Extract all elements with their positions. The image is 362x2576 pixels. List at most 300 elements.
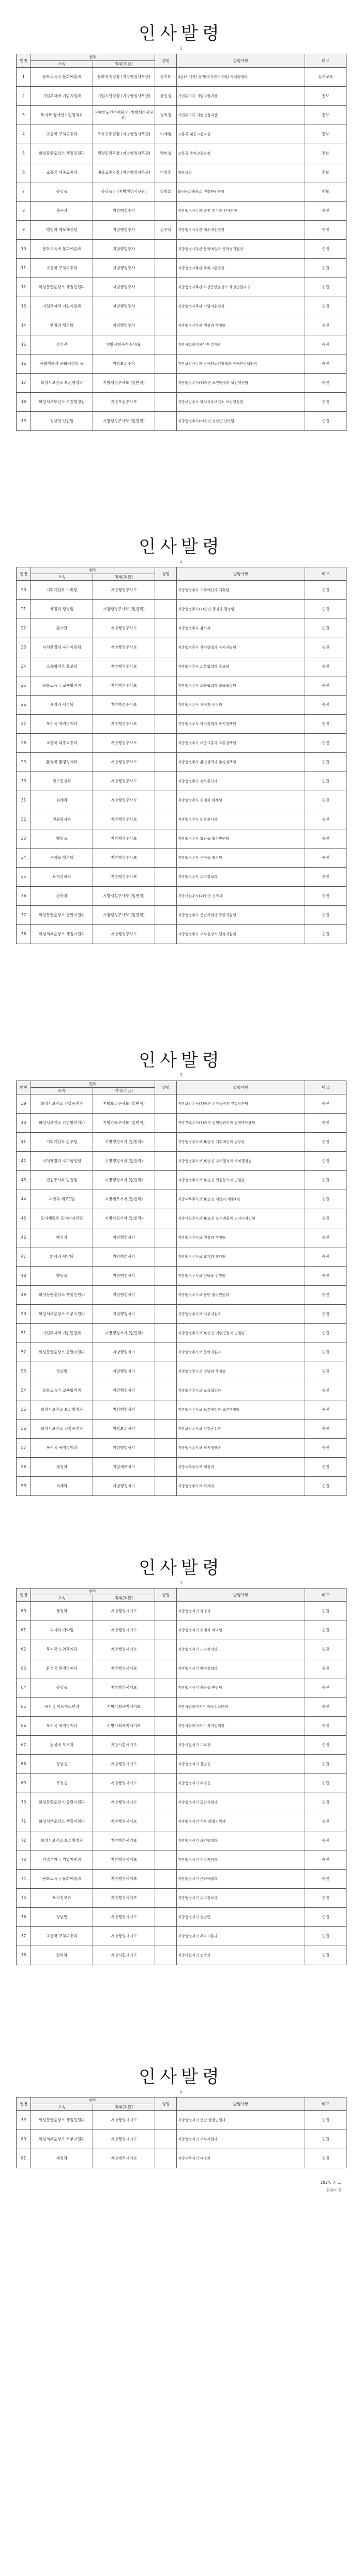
table-row bbox=[17, 638, 346, 657]
cell-name bbox=[155, 1698, 177, 1717]
cell-dept: 복지국 복지정책과 bbox=[31, 715, 93, 734]
cell-rank: 지방보건주사 bbox=[93, 354, 155, 374]
cell-no: 12 bbox=[17, 278, 31, 297]
cell-note: 승진 bbox=[305, 581, 346, 600]
header-row bbox=[17, 1588, 346, 1595]
cell-note: 승진 bbox=[305, 1831, 346, 1850]
cell-no: 37 bbox=[17, 906, 31, 925]
table-row bbox=[17, 1640, 346, 1659]
cell-order: 지방행정서기 정남면 bbox=[177, 1908, 305, 1927]
cell-note: 승진 bbox=[305, 1946, 346, 1965]
table-row bbox=[17, 1133, 346, 1152]
cell-rank: 지방시설주사보 (일반직) bbox=[93, 887, 155, 906]
cell-no: 76 bbox=[17, 1908, 31, 1927]
cell-name bbox=[155, 2149, 177, 2168]
cell-note: 승진 bbox=[305, 1094, 346, 1114]
cell-rank: 지방행정서기 bbox=[93, 1362, 155, 1381]
table-row bbox=[17, 202, 346, 221]
header-dept: 소속 bbox=[31, 1595, 93, 1602]
cell-dept: 회계과 계약팀 bbox=[31, 1247, 93, 1267]
cell-dept: 정남면 산업팀 bbox=[31, 412, 93, 431]
cell-note: 승진 bbox=[305, 1717, 346, 1736]
cell-no: 73 bbox=[17, 1850, 31, 1870]
cell-note: 승진 bbox=[305, 1908, 346, 1927]
table-row bbox=[17, 1812, 346, 1831]
cell-no: 68 bbox=[17, 1755, 31, 1774]
cell-rank: 지방행정서기 bbox=[93, 1228, 155, 1247]
table-row bbox=[17, 810, 346, 829]
cell-dept: 교통국 대중교통과 bbox=[31, 163, 93, 182]
cell-rank: 지방행정서기 bbox=[93, 1381, 155, 1400]
header-order: 발령사항 bbox=[177, 567, 305, 581]
cell-dept: 화성서부보건소 보건행정팀 bbox=[31, 393, 93, 412]
cell-dept: 화성서부출장소 행정지원과 bbox=[31, 1812, 93, 1831]
table-row bbox=[17, 412, 346, 431]
cell-rank: 지방행정서기 bbox=[93, 1477, 155, 1496]
cell-dept: 소통협력과 홍보팀 bbox=[31, 657, 93, 676]
header-order: 발령사항 bbox=[177, 1588, 305, 1602]
cell-dept: 교통국 대중교통과 bbox=[31, 734, 93, 753]
cell-dept: 화성시보건소 건강증진과 bbox=[31, 1094, 93, 1114]
table-row bbox=[17, 259, 346, 278]
table-row bbox=[17, 2130, 346, 2149]
cell-no: 17 bbox=[17, 374, 31, 393]
cell-name bbox=[155, 619, 177, 638]
cell-no: 79 bbox=[17, 2111, 31, 2130]
cell-note: 전보 bbox=[305, 182, 346, 202]
cell-rank: 지방행정서기 bbox=[93, 1305, 155, 1324]
cell-dept: 행정과 bbox=[31, 1228, 93, 1247]
cell-name bbox=[155, 1889, 177, 1908]
cell-no: 27 bbox=[17, 715, 31, 734]
cell-dept: 문화예술과 문화시설팀 등 bbox=[31, 354, 93, 374]
cell-name bbox=[155, 791, 177, 810]
cell-order: 교통국 주차교통과장 bbox=[177, 144, 305, 163]
cell-order: 지방행정주사 복지정책과 복지정책팀 bbox=[177, 715, 305, 734]
cell-no: 57 bbox=[17, 1439, 31, 1458]
cell-dept: 환경국 환경정책과 bbox=[31, 753, 93, 772]
cell-note: 전보 bbox=[305, 87, 346, 106]
table-row bbox=[17, 1343, 346, 1362]
cell-order: 지방행정주사 세정과 세정팀 bbox=[177, 696, 305, 715]
cell-name bbox=[155, 335, 177, 354]
cell-dept: 복지국 장애인노인정책과 bbox=[31, 106, 93, 125]
cell-dept: 화성시보건소 건강증진과 bbox=[31, 1420, 93, 1439]
table-row bbox=[17, 278, 346, 297]
cell-order: 지방행정주사보(8)승진 자치행정과 자치행정팀 bbox=[177, 1152, 305, 1171]
cell-order: 지방행정주사보 동탄 행정민원과 bbox=[177, 1286, 305, 1305]
cell-note: 승진 bbox=[305, 753, 346, 772]
cell-dept: 세정과 bbox=[31, 2149, 93, 2168]
header-note: 비고 bbox=[305, 1081, 346, 1094]
table-row bbox=[17, 1946, 346, 1965]
cell-no: 1 bbox=[17, 68, 31, 87]
cell-order: 지방행정서기 기업지원과 bbox=[177, 1850, 305, 1870]
cell-order: 기업투자국 기업민원과장 bbox=[177, 106, 305, 125]
cell-rank: 지방행정주사보 bbox=[93, 619, 155, 638]
cell-order: 지방행정주사보 복지정책과 bbox=[177, 1439, 305, 1458]
cell-name bbox=[155, 581, 177, 600]
cell-note: 승진 bbox=[305, 1209, 346, 1228]
cell-order: 교통국 대중교통과장 bbox=[177, 125, 305, 144]
cell-no: 9 bbox=[17, 221, 31, 240]
cell-dept: 환경국 환경정책과 bbox=[31, 1659, 93, 1678]
cell-no: 42 bbox=[17, 1152, 31, 1171]
table-row bbox=[17, 696, 346, 715]
cell-order: 지방행정서기 서부 행정지원과 bbox=[177, 1812, 305, 1831]
table-row bbox=[17, 1152, 346, 1171]
cell-note: 승진 bbox=[305, 906, 346, 925]
cell-order: 화성동탄출장소 행정민원과장 bbox=[177, 182, 305, 202]
cell-note: 승진 bbox=[305, 1381, 346, 1400]
page-title: 인사발령 bbox=[139, 536, 223, 557]
cell-note: 승진 bbox=[305, 925, 346, 944]
cell-note: 승진 bbox=[305, 638, 346, 657]
cell-no: 77 bbox=[17, 1927, 31, 1946]
cell-note: 승진 bbox=[305, 1324, 346, 1343]
cell-rank: 지방행정주사보 bbox=[93, 676, 155, 696]
cell-dept: 정보통신과 bbox=[31, 772, 93, 791]
table-row bbox=[17, 1477, 346, 1496]
cell-rank: 지방사회복지서기보 bbox=[93, 1717, 155, 1736]
cell-name bbox=[155, 638, 177, 657]
cell-dept: 감사관 bbox=[31, 335, 93, 354]
cell-rank: 지방보건주사보 bbox=[93, 393, 155, 412]
cell-dept: 토지정보과 bbox=[31, 1889, 93, 1908]
cell-rank: 지방행정서기보 bbox=[93, 1870, 155, 1889]
table-row bbox=[17, 1736, 346, 1755]
cell-rank: 문화정책팀장 (지방행정사무관) bbox=[93, 68, 155, 87]
cell-order: 지방행정서기 향남읍 bbox=[177, 1755, 305, 1774]
cell-name bbox=[155, 1602, 177, 1621]
cell-no: 64 bbox=[17, 1678, 31, 1698]
cell-name bbox=[155, 906, 177, 925]
cell-note: 승진 bbox=[305, 1850, 346, 1870]
cell-note: 전보 bbox=[305, 163, 346, 182]
cell-name bbox=[155, 1927, 177, 1946]
cell-note: 승진 bbox=[305, 412, 346, 431]
cell-no: 4 bbox=[17, 125, 31, 144]
cell-no: 14 bbox=[17, 316, 31, 335]
cell-order: 지방행정주사 민원봉사과 bbox=[177, 810, 305, 829]
cell-dept: 세정과 세무1팀 bbox=[31, 1190, 93, 1209]
table-row bbox=[17, 1228, 346, 1247]
cell-rank: 지방행정서기 (일반직) bbox=[93, 1324, 155, 1343]
cell-name bbox=[155, 1439, 177, 1458]
cell-note: 승진 bbox=[305, 1870, 346, 1889]
cell-dept: 회계과 계약팀 bbox=[31, 1621, 93, 1640]
cell-order: 지방보건주사 화성서부보건소 보건행정팀 bbox=[177, 393, 305, 412]
cell-note: 승진 bbox=[305, 849, 346, 868]
cell-name bbox=[155, 696, 177, 715]
cell-order: 지방간호주사(7)승진 감염병관리과 감염병대응팀 bbox=[177, 1114, 305, 1133]
cell-order: 지방행정주사보(8)승진 기업민원과 민원팀 bbox=[177, 1324, 305, 1343]
cell-note: 승진 bbox=[305, 278, 346, 297]
cell-note: 승진 bbox=[305, 1755, 346, 1774]
table-row bbox=[17, 753, 346, 772]
header-rank: 직위(직급) bbox=[93, 2104, 155, 2111]
cell-order: 지방행정서기 노인복지과 bbox=[177, 1640, 305, 1659]
cell-order: 지방행정주사보 동탄지원과 bbox=[177, 1343, 305, 1362]
header-current: 현직 bbox=[31, 2097, 155, 2104]
cell-rank: 지방행정서기 (일반직) bbox=[93, 1152, 155, 1171]
header-current: 현직 bbox=[31, 54, 155, 61]
cell-no: 54 bbox=[17, 1381, 31, 1400]
cell-order: 지방행정주사보 회계과 bbox=[177, 1477, 305, 1496]
cell-order: 지방행정주사보 정남면 행정팀 bbox=[177, 1362, 305, 1381]
cell-order: 지방행정주사보 행정과 행정팀 bbox=[177, 1228, 305, 1247]
page-title: 인사발령 bbox=[139, 1050, 223, 1071]
table-row bbox=[17, 925, 346, 944]
header-order: 발령사항 bbox=[177, 2097, 305, 2111]
cell-name bbox=[155, 1870, 177, 1889]
cell-order: 지방행정서기 서부지원과 bbox=[177, 2130, 305, 2149]
cell-dept: 향남읍 bbox=[31, 1267, 93, 1286]
cell-no: 80 bbox=[17, 2130, 31, 2149]
cell-note: 승진 bbox=[305, 1659, 346, 1678]
table-row bbox=[17, 772, 346, 791]
cell-no: 36 bbox=[17, 887, 31, 906]
cell-no: 7 bbox=[17, 182, 31, 202]
cell-no: 67 bbox=[17, 1736, 31, 1755]
cell-no: 32 bbox=[17, 810, 31, 829]
cell-dept: 화성시보건소 감염병관리과 bbox=[31, 1114, 93, 1133]
cell-dept: 문화교육국 교육협력과 bbox=[31, 676, 93, 696]
cell-rank: 봉담읍장 (지방행정사무관) bbox=[93, 182, 155, 202]
cell-rank: 지방행정서기 bbox=[93, 1400, 155, 1420]
cell-dept: 민원봉사과 민원팀 bbox=[31, 1171, 93, 1190]
cell-order: 지방행정주사(6)승진 정남면 산업팀 bbox=[177, 412, 305, 431]
cell-dept: 행정과 행정팀 bbox=[31, 316, 93, 335]
cell-note: 승진 bbox=[305, 1793, 346, 1812]
cell-rank: 지방시설서기 (일반직) bbox=[93, 1209, 155, 1228]
cell-name bbox=[155, 1094, 177, 1114]
cell-no: 58 bbox=[17, 1458, 31, 1477]
header-current: 현직 bbox=[31, 567, 155, 574]
cell-dept: 토지정보과 bbox=[31, 868, 93, 887]
cell-note: 승진 bbox=[305, 887, 346, 906]
issuer-signature: 화성시장 bbox=[326, 2188, 341, 2193]
personnel-order-table bbox=[16, 1588, 346, 1965]
cell-no: 21 bbox=[17, 600, 31, 619]
document-page bbox=[0, 535, 362, 936]
table-row bbox=[17, 1094, 346, 1114]
cell-order: 지방행정주사보 서부지원과 bbox=[177, 1305, 305, 1324]
cell-rank: 지방시설서기보 bbox=[93, 1736, 155, 1755]
cell-order: 지방행정주사 우정읍 행정팀 bbox=[177, 849, 305, 868]
cell-no: 23 bbox=[17, 638, 31, 657]
cell-rank: 지방행정주사보 (일반직) bbox=[93, 600, 155, 619]
cell-no: 8 bbox=[17, 202, 31, 221]
cell-rank: 지방행정주사보 bbox=[93, 753, 155, 772]
cell-order: 지방행정주사보 보건행정과 보건행정팀 bbox=[177, 1400, 305, 1420]
cell-dept: 세정과 세정팀 bbox=[31, 696, 93, 715]
cell-name bbox=[155, 1908, 177, 1927]
cell-rank: 지방행정주사 bbox=[93, 259, 155, 278]
cell-no: 18 bbox=[17, 393, 31, 412]
cell-dept: 감사관 bbox=[31, 619, 93, 638]
cell-name bbox=[155, 1343, 177, 1362]
cell-name bbox=[155, 259, 177, 278]
cell-rank: 지방행정주사 bbox=[93, 278, 155, 297]
table-row bbox=[17, 887, 346, 906]
cell-rank: 지방행정주사보 bbox=[93, 657, 155, 676]
cell-note: 승진 bbox=[305, 1190, 346, 1209]
table-row bbox=[17, 1774, 346, 1793]
cell-name bbox=[155, 1362, 177, 1381]
table-row bbox=[17, 600, 346, 619]
table-row bbox=[17, 1267, 346, 1286]
cell-dept: 행정과 행정팀 bbox=[31, 600, 93, 619]
document-page bbox=[0, 2065, 362, 2193]
cell-note: 승진 bbox=[305, 374, 346, 393]
cell-dept: 우정읍 행정팀 bbox=[31, 849, 93, 868]
cell-rank: 지방세무서기보 bbox=[93, 2149, 155, 2168]
header-order: 발령사항 bbox=[177, 1081, 305, 1094]
cell-order: 지방행정주사 회계과 회계팀 bbox=[177, 791, 305, 810]
cell-no: 20 bbox=[17, 581, 31, 600]
cell-no: 51 bbox=[17, 1324, 31, 1343]
cell-order: 지방세무주사보(8)승진 세정과 세무1팀 bbox=[177, 1190, 305, 1209]
cell-name bbox=[155, 2111, 177, 2130]
cell-note: 승진 bbox=[305, 1927, 346, 1946]
table-row bbox=[17, 316, 346, 335]
cell-no: 72 bbox=[17, 1831, 31, 1850]
cell-dept: 봉담읍 bbox=[31, 1678, 93, 1698]
page-title: 인사발령 bbox=[139, 23, 223, 44]
table-row bbox=[17, 1659, 346, 1678]
cell-name bbox=[155, 657, 177, 676]
cell-note: 승진 bbox=[305, 1114, 346, 1133]
cell-order: 지방행정주사보 교육협력과 bbox=[177, 1381, 305, 1400]
cell-dept: 자치행정과 자치지원팀 bbox=[31, 638, 93, 657]
table-row bbox=[17, 354, 346, 374]
cell-rank: 지방행정서기보 bbox=[93, 1812, 155, 1831]
table-row bbox=[17, 906, 346, 925]
header-rank: 직위(직급) bbox=[93, 1088, 155, 1094]
table-row bbox=[17, 581, 346, 600]
cell-order: 지방행정주사 토지정보과 bbox=[177, 868, 305, 887]
cell-rank: 지방행정주사보 bbox=[93, 715, 155, 734]
table-row bbox=[17, 374, 346, 393]
cell-no: 75 bbox=[17, 1889, 31, 1908]
cell-rank: 지방행정주사보 bbox=[93, 810, 155, 829]
cell-name bbox=[155, 1420, 177, 1439]
cell-dept: 문화교육국 교육협력과 bbox=[31, 1381, 93, 1400]
cell-dept: 봉담읍 bbox=[31, 182, 93, 202]
cell-order: 지방행정주사 정보통신과 bbox=[177, 772, 305, 791]
cell-dept: 건축과 bbox=[31, 1946, 93, 1965]
cell-order: 지방행정주사(7)승진 보건행정과 보건행정팀 bbox=[177, 374, 305, 393]
cell-note: 승진 bbox=[305, 1640, 346, 1659]
cell-no: 41 bbox=[17, 1133, 31, 1152]
cell-note: 승진 bbox=[305, 715, 346, 734]
cell-no: 49 bbox=[17, 1286, 31, 1305]
cell-no: 39 bbox=[17, 1094, 31, 1114]
cell-dept: 화성동탄출장소 행정민원과 bbox=[31, 144, 93, 163]
cell-no: 61 bbox=[17, 1621, 31, 1640]
cell-name bbox=[155, 297, 177, 316]
cell-order: 지방행정주사 환경정책과 환경정책팀 bbox=[177, 753, 305, 772]
cell-order: 지방행정주사(7)승진 행정과 행정팀 bbox=[177, 600, 305, 619]
cell-name bbox=[155, 278, 177, 297]
cell-no: 3 bbox=[17, 106, 31, 125]
cell-no: 46 bbox=[17, 1228, 31, 1247]
table-row bbox=[17, 1324, 346, 1343]
table-row bbox=[17, 221, 346, 240]
cell-no: 78 bbox=[17, 1946, 31, 1965]
cell-note: 승진 bbox=[305, 791, 346, 810]
cell-dept: 기업투자국 기업지원과 bbox=[31, 1850, 93, 1870]
cell-no: 28 bbox=[17, 734, 31, 753]
cell-dept: 정남면 bbox=[31, 1362, 93, 1381]
cell-name bbox=[155, 734, 177, 753]
cell-note: 승진 bbox=[305, 1400, 346, 1420]
cell-name bbox=[155, 925, 177, 944]
cell-no: 25 bbox=[17, 676, 31, 696]
cell-dept: 기업투자국 기업민원과 bbox=[31, 1324, 93, 1343]
cell-note: 승진 bbox=[305, 1678, 346, 1698]
header-no: 연번 bbox=[17, 2097, 31, 2111]
cell-rank: 지방행정주사보 bbox=[93, 925, 155, 944]
cell-rank: 지방행정서기보 bbox=[93, 1678, 155, 1698]
cell-name bbox=[155, 1400, 177, 1420]
cell-name bbox=[155, 316, 177, 335]
cell-note: 승진 bbox=[305, 1698, 346, 1717]
cell-name bbox=[155, 1946, 177, 1965]
cell-dept: 화성시보건소 보건행정과 bbox=[31, 374, 93, 393]
cell-order: 지방행정주사 감사관 bbox=[177, 619, 305, 638]
cell-order: 4급(서기관) 승진(조직관리직렬) 자치행정과 bbox=[177, 68, 305, 87]
table-row bbox=[17, 868, 346, 887]
cell-name bbox=[155, 1659, 177, 1678]
table-row bbox=[17, 1114, 346, 1133]
header-name: 성명 bbox=[155, 54, 177, 68]
cell-no: 45 bbox=[17, 1209, 31, 1228]
cell-order: 지방행정주사보(8)승진 기획예산과 법무팀 bbox=[177, 1133, 305, 1152]
cell-dept: 민원봉사과 bbox=[31, 810, 93, 829]
cell-note: 승진 bbox=[305, 1247, 346, 1267]
cell-no: 48 bbox=[17, 1267, 31, 1286]
cell-name: 유인섭 bbox=[155, 87, 177, 106]
table-row bbox=[17, 1362, 346, 1381]
cell-no: 47 bbox=[17, 1247, 31, 1267]
document-page bbox=[0, 1556, 362, 1957]
table-row bbox=[17, 144, 346, 163]
cell-rank: 지방행정서기 (일반직) bbox=[93, 1171, 155, 1190]
cell-note: 승진 bbox=[305, 1228, 346, 1247]
table-row bbox=[17, 734, 346, 753]
cell-dept: 우정읍 bbox=[31, 1774, 93, 1793]
table-row bbox=[17, 106, 346, 125]
header-no: 연번 bbox=[17, 1588, 31, 1602]
cell-dept: 기획예산과 기획팀 bbox=[31, 581, 93, 600]
cell-rank: 지방행정서기보 bbox=[93, 1602, 155, 1621]
cell-name bbox=[155, 1793, 177, 1812]
cell-order: 지방시설주사보(8)승진 도시계획과 도시디자인팀 bbox=[177, 1209, 305, 1228]
cell-rank: 지방행정주사보 (일반직) bbox=[93, 906, 155, 925]
cell-note: 승진 bbox=[305, 259, 346, 278]
cell-note: 승진 bbox=[305, 1602, 346, 1621]
cell-note: 승진 bbox=[305, 221, 346, 240]
cell-name bbox=[155, 240, 177, 259]
cell-no: 53 bbox=[17, 1362, 31, 1381]
cell-dept: 복지국 복지정책과 bbox=[31, 1717, 93, 1736]
cell-name: 박미성 bbox=[155, 144, 177, 163]
header-no: 연번 bbox=[17, 567, 31, 581]
header-row bbox=[17, 2097, 346, 2104]
cell-no: 43 bbox=[17, 1171, 31, 1190]
